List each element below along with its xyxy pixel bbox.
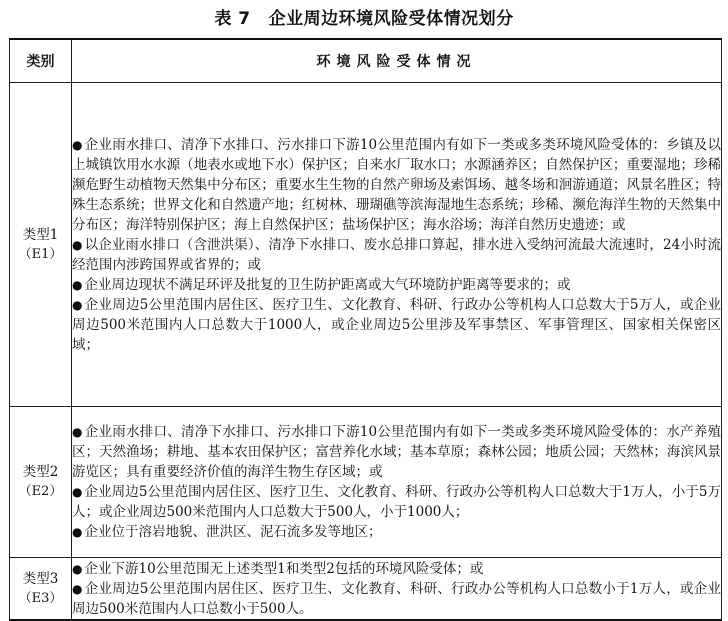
- bullet-icon: ●: [72, 561, 83, 576]
- bullet-icon: ●: [72, 581, 83, 596]
- type-code: （E1）: [18, 246, 63, 262]
- type-cell: [10, 407, 72, 558]
- header-receptor-situation: 环境风险受体情况: [72, 39, 722, 83]
- bullet-icon: ●: [72, 137, 83, 152]
- item-text: 企业周边5公里范围内居住区、医疗卫生、文化教育、科研、行政办公等机构人口总数大于5万人，或企业周边500米范围内人口总数大于1000人，或企业周边5公里涉及军事禁区、军事管理区、国家相关保密区域；: [72, 296, 721, 353]
- type-code: （E3）: [18, 590, 63, 606]
- description-cell: [72, 407, 722, 558]
- table-header-row: [10, 39, 722, 83]
- bullet-icon: ●: [72, 525, 83, 539]
- description-cell: [72, 83, 722, 407]
- type-code: （E2）: [18, 484, 63, 499]
- list-item: [72, 275, 721, 295]
- header-category: 类别: [10, 39, 72, 83]
- item-text: 企业雨水排口、清净下水排口、污水排口下游10公里范围内有如下一类或多类环境风险受体的：水产养殖区；天然渔场；耕地、基本农田保护区；富营养化水域；基本草原；森林公园；地质公园；天然林；海滨风景游览区；具有重要经济价值的海洋生物生存区域；或: [72, 424, 721, 480]
- list-item: [72, 422, 721, 482]
- list-item: [72, 135, 721, 235]
- bullet-icon: ●: [72, 297, 83, 312]
- table-row-type3: [10, 558, 722, 621]
- item-text: 企业周边5公里范围内居住区、医疗卫生、文化教育、科研、行政办公等机构人口总数大于1万人，小于5万人；或企业周边500米范围内人口总数大于500人，小于1000人；: [72, 484, 721, 520]
- list-item: [72, 295, 721, 355]
- list-item: [72, 235, 721, 275]
- bullet-icon: ●: [72, 237, 83, 252]
- type-cell: [10, 558, 72, 621]
- item-text: 企业周边现状不满足环评及批复的卫生防护距离或大气环境防护距离等要求的；或: [84, 276, 571, 293]
- table-caption: [0, 8, 728, 30]
- list-item: [72, 482, 721, 522]
- risk-receptor-table: [9, 38, 722, 621]
- type-cell: [10, 83, 72, 407]
- type-label: 类型2: [22, 464, 59, 480]
- bullet-icon: ●: [72, 425, 83, 439]
- type-label: 类型1: [22, 226, 59, 243]
- bullet-icon: ●: [72, 277, 83, 292]
- list-item: [72, 522, 721, 542]
- table-row-type2: [10, 407, 722, 558]
- description-cell: [72, 558, 722, 621]
- table-row-type1: [10, 83, 722, 407]
- bullet-icon: ●: [72, 485, 83, 499]
- item-text: 以企业雨水排口（含泄洪渠）、清净下水排口、废水总排口算起，排水进入受纳河流最大流速时，24小时流经范围内涉跨国界或省界的；或: [72, 236, 721, 273]
- list-item: [72, 579, 721, 619]
- table-number: 表 7: [214, 9, 251, 29]
- item-text: 企业雨水排口、清净下水排口、污水排口下游10公里范围内有如下一类或多类环境风险受体的：乡镇及以上城镇饮用水水源（地表水或地下水）保护区；自来水厂取水口；水源涵养区；自然保护区；重要湿地；珍稀濒危野生动植物天然集中分布区；重要水生生物的自然产卵场及索饵场、越冬场和洄游通道；风景名胜区；特殊生态系统；世界文化和自然遗产地；红树林、珊瑚礁等滨海湿地生态系统；珍稀、濒危海洋生物的天然集中分布区；海洋特别保护区；海上自然保护区；盐场保护区；海水浴场；海洋自然历史遗迹；或: [72, 136, 721, 233]
- list-item: [72, 559, 721, 579]
- type-label: 类型3: [22, 570, 59, 587]
- item-text: 企业位于溶岩地貌、泄洪区、泥石流多发等地区；: [84, 524, 382, 540]
- item-text: 企业周边5公里范围内居住区、医疗卫生、文化教育、科研、行政办公等机构人口总数小于1万人，或企业周边500米范围内人口总数小于500人。: [72, 580, 721, 617]
- table-title: 企业周边环境风险受体情况划分: [268, 9, 514, 29]
- item-text: 企业下游10公里范围无上述类型1和类型2包括的环境风险受体；或: [84, 560, 484, 577]
